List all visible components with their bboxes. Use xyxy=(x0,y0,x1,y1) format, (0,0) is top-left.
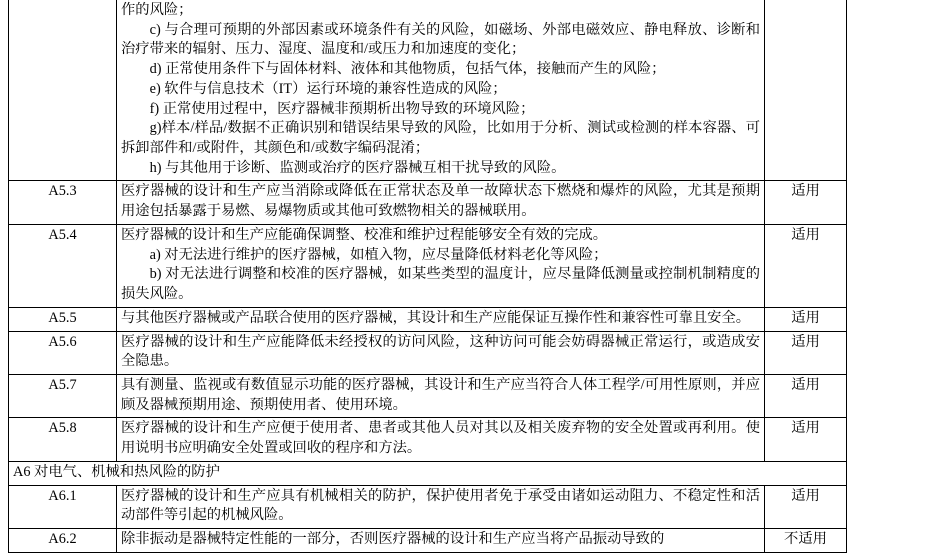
table-row xyxy=(9,181,847,224)
table-row xyxy=(9,331,847,374)
section-heading-cell: A6 对电气、机械和热风险的防护 xyxy=(9,461,847,485)
table-body xyxy=(9,0,847,552)
clause-paragraph: f) 正常使用过程中，医疗器械非预期析出物导致的环境风险； xyxy=(149,100,535,117)
applicability-cell: 适用 xyxy=(765,181,847,224)
clause-paragraph: d) 正常使用条件下与固体材料、液体和其他物质，包括气体，接触而产生的风险； xyxy=(149,61,666,78)
clause-paragraph: 除非振动是器械特定性能的一部分，否则医疗器械的设计和生产应当将产品振动导致的 xyxy=(121,530,665,547)
clause-code-cell xyxy=(9,0,117,181)
clause-text-cell xyxy=(117,0,765,181)
applicability-cell: 适用 xyxy=(765,418,847,461)
requirements-table xyxy=(8,0,847,553)
clause-paragraph: b) 对无法进行调整和校准的医疗器械，如某些类型的温度计，应尽量降低测量或控制机制精度的损失风险。 xyxy=(121,266,760,303)
table-row xyxy=(9,485,847,528)
clause-paragraph: 医疗器械的设计和生产应具有机械相关的防护，保护使用者免于承受由诸如运动阻力、不稳定性和活动部件等引起的机械风险。 xyxy=(121,487,760,524)
clause-paragraph: g)样本/样品/数据不正确识别和错误结果导致的风险，比如用于分析、测试或检测的样本容器、可拆卸部件和/或附件，其颜色和/或数字编码混淆； xyxy=(121,120,760,157)
clause-text-cell xyxy=(117,485,765,528)
table-row xyxy=(9,528,847,552)
clause-text-cell xyxy=(117,307,765,331)
clause-code-cell: A5.6 xyxy=(9,331,117,374)
table-row xyxy=(9,224,847,307)
applicability-cell: 适用 xyxy=(765,224,847,307)
applicability-cell: 适用 xyxy=(765,485,847,528)
clause-code-cell: A5.5 xyxy=(9,307,117,331)
applicability-cell: 适用 xyxy=(765,307,847,331)
clause-paragraph: 医疗器械的设计和生产应便于使用者、患者或其他人员对其以及相关废弃物的安全处置或再利用。使用说明书应明确安全处置或回收的程序和方法。 xyxy=(121,420,760,457)
clause-code-cell: A5.8 xyxy=(9,418,117,461)
clause-paragraph: a) 对无法进行维护的医疗器械，如植入物，应尽量降低材料老化等风险； xyxy=(149,246,608,263)
clause-text-cell xyxy=(117,331,765,374)
table-row xyxy=(9,418,847,461)
clause-text-cell xyxy=(117,418,765,461)
clause-paragraph: 与其他医疗器械或产品联合使用的医疗器械，其设计和生产应能保证互操作性和兼容性可靠且安全。 xyxy=(121,309,751,326)
table-row xyxy=(9,0,847,181)
clause-code-cell: A6.1 xyxy=(9,485,117,528)
clause-paragraph: h) 与其他用于诊断、监测或治疗的医疗器械互相干扰导致的风险。 xyxy=(149,159,566,176)
clause-paragraph: 具有测量、监视或有数值显示功能的医疗器械，其设计和生产应当符合人体工程学/可用性原则，并应顾及器械预期用途、预期使用者、使用环境。 xyxy=(121,376,760,413)
clause-paragraph: c) 与合理可预期的外部因素或环境条件有关的风险，如磁场、外部电磁效应、静电释放、诊断和治疗带来的辐射、压力、湿度、温度和/或压力和加速度的变化； xyxy=(121,21,760,58)
clause-paragraph: 医疗器械的设计和生产应能确保调整、校准和维护过程能够安全有效的完成。 xyxy=(121,226,608,243)
clause-code-cell: A5.3 xyxy=(9,181,117,224)
applicability-cell: 适用 xyxy=(765,374,847,417)
clause-text-cell xyxy=(117,181,765,224)
table-row xyxy=(9,307,847,331)
applicability-cell: 适用 xyxy=(765,331,847,374)
clause-text-cell xyxy=(117,224,765,307)
clause-code-cell: A6.2 xyxy=(9,528,117,552)
clause-text-cell xyxy=(117,374,765,417)
clause-text-cell xyxy=(117,528,765,552)
clause-paragraph: 医疗器械的设计和生产应能降低未经授权的访问风险，这种访问可能会妨碍器械正常运行，或造成安全隐患。 xyxy=(121,333,760,370)
applicability-cell: 不适用 xyxy=(765,528,847,552)
clause-paragraph: e) 软件与信息技术（IT）运行环境的兼容性造成的风险； xyxy=(149,80,507,97)
clause-paragraph: 作的风险； xyxy=(121,2,193,18)
table-section-row xyxy=(9,461,847,485)
clause-code-cell: A5.7 xyxy=(9,374,117,417)
table-row xyxy=(9,374,847,417)
applicability-cell xyxy=(765,0,847,181)
clause-paragraph: 医疗器械的设计和生产应当消除或降低在正常状态及单一故障状态下燃烧和爆炸的风险，尤其是预期用途包括暴露于易燃、易爆物质或其他可致燃物相关的器械联用。 xyxy=(121,183,760,220)
clause-code-cell: A5.4 xyxy=(9,224,117,307)
